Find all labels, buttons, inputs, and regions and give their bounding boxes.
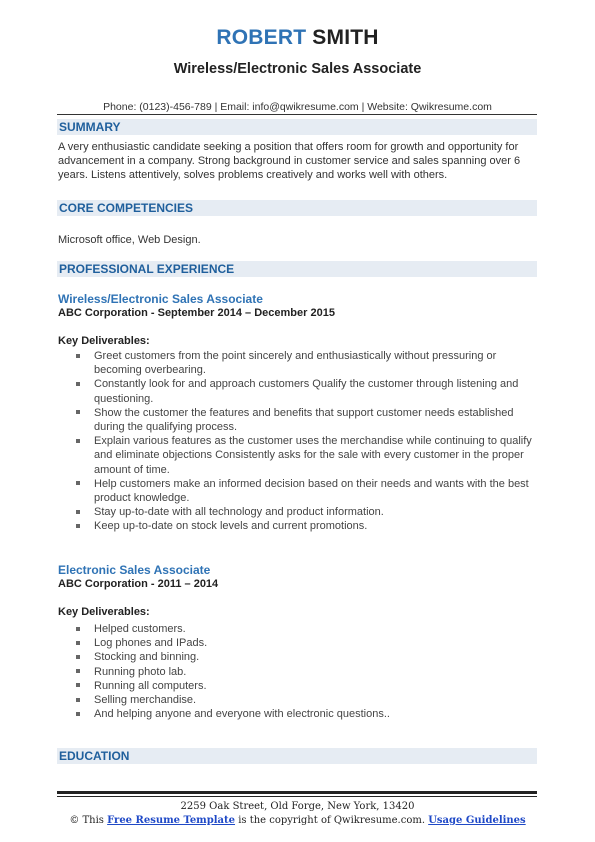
list-item: Helped customers. <box>76 622 538 636</box>
bullet-square-icon <box>76 382 80 386</box>
bullet-square-icon <box>76 669 80 673</box>
job-company-2: ABC Corporation - 2011 – 2014 <box>58 578 219 590</box>
list-item: Help customers make an informed decision based on their needs and wants with the best product knowledge. <box>76 477 538 505</box>
list-item: Explain various features as the customer uses the merchandise while continuing to qualify and eliminate objections Consistently asks for the sale with every customer in the proper amount of time. <box>76 434 538 477</box>
candidate-job-title: Wireless/Electronic Sales Associate <box>173 61 422 77</box>
list-item: Log phones and IPads. <box>76 636 538 650</box>
section-heading-competencies: CORE COMPETENCIES <box>57 200 537 216</box>
footer-divider-thin <box>57 796 537 797</box>
job-title-1: Wireless/Electronic Sales Associate <box>58 292 263 306</box>
list-item: Constantly look for and approach customers Qualify the customer through listening and questioning. <box>76 377 538 405</box>
bullet-square-icon <box>76 641 80 645</box>
footer-address: 2259 Oak Street, Old Forge, New York, 13420 <box>180 801 415 812</box>
bullet-square-icon <box>76 712 80 716</box>
copyright-prefix: © This <box>69 815 108 826</box>
section-heading-education: EDUCATION <box>57 748 537 764</box>
list-item: Greet customers from the point sincerely and enthusiastically without pressuring or becoming overbearing. <box>76 349 538 377</box>
competencies-text: Microsoft office, Web Design. <box>58 234 201 246</box>
header-divider <box>57 114 537 115</box>
deliverables-label-2: Key Deliverables: <box>58 606 150 618</box>
bullet-square-icon <box>76 510 80 514</box>
bullet-square-icon <box>76 655 80 659</box>
list-item: And helping anyone and everyone with electronic questions.. <box>76 707 538 721</box>
copyright-middle: is the copyright of Qwikresume.com. <box>235 815 429 826</box>
job-company-1: ABC Corporation - September 2014 – December 2015 <box>58 307 335 319</box>
bullet-square-icon <box>76 524 80 528</box>
bullet-square-icon <box>76 683 80 687</box>
section-heading-summary: SUMMARY <box>57 119 537 135</box>
bullet-square-icon <box>76 627 80 631</box>
list-item: Running photo lab. <box>76 665 538 679</box>
deliverables-label-1: Key Deliverables: <box>58 335 150 347</box>
summary-text: A very enthusiastic candidate seeking a position that offers room for growth and opportunity for advancement in a company. Strong background in customer service and sales spanning over 6 years. Listens attentively, solves problems creatively and works well with others. <box>58 141 521 181</box>
list-item: Stocking and binning. <box>76 650 538 664</box>
bullet-square-icon <box>76 481 80 485</box>
deliverables-list-2 <box>76 622 538 721</box>
candidate-name <box>0 26 595 50</box>
footer-divider-thick <box>57 791 537 794</box>
bullet-square-icon <box>76 439 80 443</box>
footer-copyright <box>0 815 595 826</box>
bullet-square-icon <box>76 698 80 702</box>
deliverables-list-1 <box>76 349 538 534</box>
job-title-2: Electronic Sales Associate <box>58 563 211 577</box>
usage-guidelines-link[interactable]: Usage Guidelines <box>428 815 526 826</box>
bullet-square-icon <box>76 410 80 414</box>
contact-line: Phone: (0123)-456-789 | Email: info@qwikresume.com | Website: Qwikresume.com <box>103 101 492 113</box>
list-item: Show the customer the features and benefits that support customer needs established during the qualifying process. <box>76 406 538 434</box>
list-item: Running all computers. <box>76 679 538 693</box>
last-name: SMITH <box>312 26 379 49</box>
free-resume-template-link[interactable]: Free Resume Template <box>107 815 236 826</box>
first-name: ROBERT <box>216 26 307 49</box>
bullet-square-icon <box>76 354 80 358</box>
list-item: Stay up-to-date with all technology and product information. <box>76 505 538 519</box>
section-heading-experience: PROFESSIONAL EXPERIENCE <box>57 261 537 277</box>
list-item: Keep up-to-date on stock levels and current promotions. <box>76 519 538 533</box>
list-item: Selling merchandise. <box>76 693 538 707</box>
